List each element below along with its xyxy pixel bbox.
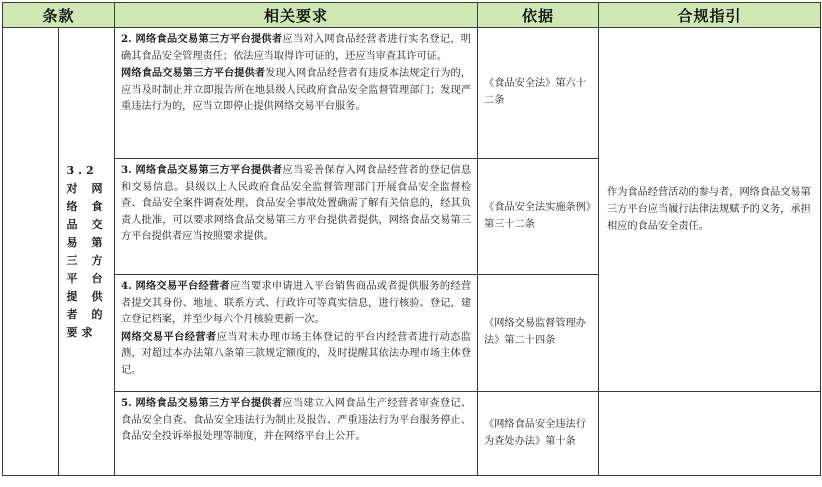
requirement-lead: 2. 网络食品交易第三方平台提供者	[121, 33, 283, 45]
guidance-cell-empty	[599, 392, 821, 476]
requirement-text: 应当妥善保存入网食品经营者的登记信息和交易信息。县级以上人民政府食品安全监督管理部门开展食品安全监督检查、食品安全案件调查处理、食品安全事故处置确需了解有关信息的，经其负责人批准，可以要求网络食品交易第三方平台提供者提供，网络食品交易第三方平台提供者应当按照要求提供。	[121, 165, 472, 243]
clause-title: 3.2 对网络食品交易第三方平台提供者的要求	[66, 163, 107, 339]
header-requirements: 相关要求	[115, 3, 478, 28]
requirement-text: 应当对入网食品经营者进行实名登记，明确其食品安全管理责任；依法应当取得许可证的，还应当审查其许可证。	[121, 34, 472, 62]
requirement-cell	[115, 28, 478, 159]
requirement-lead: 3. 网络食品交易第三方平台提供者	[121, 164, 283, 176]
guidance-cell: 作为食品经营活动的参与者，网络食品交易第三方平台应当履行法律法规赋予的义务，承担相应的食品安全责任。	[599, 28, 821, 392]
table-row	[3, 392, 821, 476]
requirement-text: 应当要求申请进入平台销售商品或者提供服务的经营者提交其身份、地址、联系方式、行政许可等真实信息，进行核验、登记，建立登记档案，并至少每六个月核验更新一次。	[121, 281, 472, 326]
basis-cell: 《食品安全法》第六十二条	[478, 28, 599, 159]
requirement-cell	[115, 392, 478, 476]
requirement-paragraph	[121, 278, 471, 329]
requirement-lead: 网络交易平台经营者	[121, 330, 217, 343]
requirement-text: 应当建立入网食品生产经营者审查登记、食品安全自查、食品安全违法行为制止及报告、严重违法行为平台服务停止、食品安全投诉举报处理等制度，并在网络平台上公开。	[121, 398, 472, 443]
clause-cell	[59, 28, 115, 476]
requirement-cell	[115, 275, 478, 392]
basis-cell: 《网络交易监督管理办法》第二十四条	[478, 275, 599, 392]
header-basis: 依据	[478, 3, 599, 28]
header-guidance: 合规指引	[599, 3, 821, 28]
requirement-paragraph	[121, 65, 471, 116]
header-row	[3, 3, 821, 28]
requirement-paragraph	[121, 162, 471, 246]
requirement-text: 发现入网食品经营者有违反本法规定行为的，应当及时制止并立即报告所在地县级人民政府食品安全监督管理部门；发现严重违法行为的，应当立即停止提供网络交易平台服务。	[121, 68, 472, 113]
compliance-table	[2, 2, 820, 483]
basis-cell: 《食品安全法实施条例》第三十二条	[478, 159, 599, 275]
requirement-lead: 5. 网络食品交易第三方平台提供者	[121, 397, 283, 409]
requirement-paragraph	[121, 329, 471, 380]
requirement-paragraph	[121, 31, 471, 65]
requirement-paragraph	[121, 395, 471, 446]
requirement-cell	[115, 159, 478, 275]
requirement-lead: 4. 网络交易平台经营者	[121, 280, 230, 292]
requirement-lead: 网络食品交易第三方平台提供者	[121, 67, 266, 80]
blank-left-cell	[3, 28, 59, 476]
requirement-text: 应当对未办理市场主体登记的平台内经营者进行动态监测，对超过本办法第八条第三款规定额度的，及时提醒其依法办理市场主体登记。	[121, 331, 472, 376]
header-clause: 条款	[3, 3, 115, 28]
basis-cell: 《网络食品安全违法行为查处办法》第十条	[478, 392, 599, 476]
table-row	[3, 28, 821, 159]
